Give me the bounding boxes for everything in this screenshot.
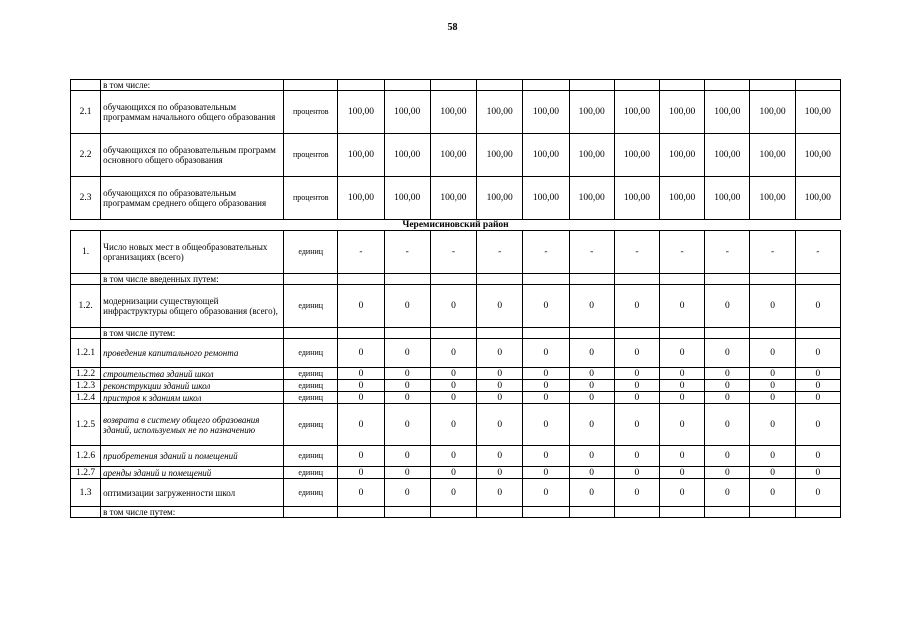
value-cell: 100,00 [614,91,659,134]
value-cell: 100,00 [705,177,750,220]
value-cell: 0 [660,446,705,467]
value-cell: 0 [660,392,705,404]
value-cell: 0 [523,285,569,328]
value-cell: 0 [795,404,840,446]
value-cell: - [430,231,476,274]
row-number-cell: 2.1 [71,91,101,134]
value-cell [795,80,840,91]
row-name-cell: возврата в систему общего образования зданий, используемых не по назначению [101,404,284,446]
value-cell: 0 [750,404,795,446]
value-cell: 0 [523,404,569,446]
table-row [71,285,841,328]
value-cell: 0 [614,368,659,380]
value-cell: 0 [569,339,614,368]
value-cell: 100,00 [430,177,476,220]
row-name-cell: приобретения зданий и помещений [101,446,284,467]
value-cell: 0 [430,467,476,479]
table-row [71,328,841,339]
value-cell: 100,00 [569,91,614,134]
row-name-cell: модернизации существующей инфраструктуры общего образования (всего), [101,285,284,328]
value-cell: 0 [430,285,476,328]
indicators-table [70,79,841,518]
value-cell: 0 [660,380,705,392]
table-block-1 [71,80,841,220]
value-cell: 0 [384,380,430,392]
value-cell [705,274,750,285]
value-cell: 0 [384,479,430,507]
row-number-cell [71,80,101,91]
value-cell: 100,00 [384,91,430,134]
value-cell: 0 [795,380,840,392]
value-cell: 0 [338,285,384,328]
value-cell [750,274,795,285]
value-cell: 0 [795,368,840,380]
value-cell: 0 [660,285,705,328]
value-cell: 0 [338,339,384,368]
value-cell: 0 [569,446,614,467]
value-cell: 0 [338,380,384,392]
value-cell [430,80,476,91]
value-cell: 0 [477,392,523,404]
unit-cell: единиц [284,339,338,368]
unit-cell [284,328,338,339]
value-cell: 100,00 [705,91,750,134]
row-name-cell: обучающихся по образовательным программ основного общего образования [101,134,284,177]
value-cell: 0 [338,404,384,446]
row-number-cell: 1.2.2 [71,368,101,380]
value-cell: 100,00 [384,177,430,220]
value-cell: 0 [705,339,750,368]
row-number-cell: 2.3 [71,177,101,220]
value-cell: 0 [384,446,430,467]
value-cell: 100,00 [523,134,569,177]
table-row [71,446,841,467]
value-cell: 100,00 [338,134,384,177]
value-cell: 0 [523,380,569,392]
row-name-cell: строительства зданий школ [101,368,284,380]
value-cell: 0 [430,479,476,507]
value-cell: 0 [660,479,705,507]
value-cell: 0 [477,404,523,446]
value-cell [569,507,614,518]
row-name-cell: в том числе: [101,80,284,91]
value-cell [477,80,523,91]
row-number-cell: 1.2.6 [71,446,101,467]
value-cell: 100,00 [569,177,614,220]
value-cell [523,274,569,285]
row-name-cell: обучающихся по образовательным программам среднего общего образования [101,177,284,220]
value-cell: 0 [430,446,476,467]
table-row [71,134,841,177]
value-cell: 0 [614,404,659,446]
value-cell: 0 [430,368,476,380]
value-cell: 0 [614,285,659,328]
section-title: Черемисиновский район [71,220,841,231]
value-cell: 100,00 [430,91,476,134]
value-cell [614,328,659,339]
value-cell: 0 [477,467,523,479]
row-number-cell: 1.2.7 [71,467,101,479]
value-cell: 100,00 [384,134,430,177]
value-cell [660,80,705,91]
value-cell [795,328,840,339]
value-cell: 0 [569,380,614,392]
value-cell: 0 [523,446,569,467]
value-cell [523,328,569,339]
value-cell: 0 [569,467,614,479]
table-row [71,274,841,285]
value-cell [795,507,840,518]
value-cell: 0 [750,339,795,368]
value-cell: 100,00 [750,177,795,220]
value-cell: 0 [795,285,840,328]
value-cell: 0 [705,479,750,507]
value-cell [569,80,614,91]
row-number-cell [71,507,101,518]
value-cell [569,328,614,339]
value-cell: 0 [705,285,750,328]
value-cell [430,328,476,339]
value-cell: 0 [705,392,750,404]
value-cell: 0 [569,479,614,507]
value-cell [338,274,384,285]
unit-cell [284,507,338,518]
value-cell: 100,00 [338,177,384,220]
unit-cell [284,274,338,285]
value-cell: 0 [660,467,705,479]
table-row [71,404,841,446]
value-cell: 0 [750,285,795,328]
value-cell: 0 [750,446,795,467]
unit-cell: единиц [284,467,338,479]
value-cell [614,507,659,518]
row-number-cell: 1.2.1 [71,339,101,368]
value-cell [384,274,430,285]
value-cell [430,507,476,518]
unit-cell: единиц [284,380,338,392]
row-number-cell: 1.2.4 [71,392,101,404]
value-cell: 0 [430,380,476,392]
value-cell: 0 [384,392,430,404]
value-cell: 0 [795,467,840,479]
value-cell: 0 [338,446,384,467]
row-number-cell: 1.3 [71,479,101,507]
value-cell: 0 [477,285,523,328]
value-cell [338,328,384,339]
value-cell: 0 [477,368,523,380]
unit-cell: единиц [284,368,338,380]
table-row [71,177,841,220]
value-cell: 0 [430,404,476,446]
value-cell: 0 [750,392,795,404]
value-cell [660,507,705,518]
table-row [71,380,841,392]
value-cell [569,274,614,285]
value-cell: 100,00 [795,177,840,220]
table-row [71,392,841,404]
value-cell [477,274,523,285]
value-cell [705,507,750,518]
value-cell [705,328,750,339]
unit-cell [284,80,338,91]
value-cell: 100,00 [430,134,476,177]
value-cell: 0 [523,368,569,380]
table-block-2 [71,231,841,518]
table-row [71,368,841,380]
value-cell: 0 [660,368,705,380]
value-cell: 0 [523,392,569,404]
value-cell: 0 [750,479,795,507]
value-cell: 0 [338,467,384,479]
value-cell: 0 [705,368,750,380]
unit-cell: единиц [284,404,338,446]
value-cell [523,80,569,91]
value-cell: 0 [660,339,705,368]
value-cell: 0 [614,392,659,404]
value-cell: 0 [523,479,569,507]
value-cell: 0 [477,479,523,507]
value-cell: 0 [523,339,569,368]
value-cell: 0 [750,368,795,380]
value-cell: 0 [384,404,430,446]
value-cell [750,80,795,91]
unit-cell: единиц [284,446,338,467]
unit-cell: единиц [284,231,338,274]
value-cell: 100,00 [795,91,840,134]
value-cell: 0 [338,479,384,507]
value-cell: 100,00 [523,177,569,220]
value-cell: 0 [614,446,659,467]
row-number-cell: 1.2.3 [71,380,101,392]
value-cell: 100,00 [614,134,659,177]
value-cell: 100,00 [705,134,750,177]
table-row [71,467,841,479]
unit-cell: процентов [284,91,338,134]
value-cell [705,80,750,91]
value-cell: 0 [338,392,384,404]
value-cell [614,80,659,91]
row-number-cell [71,328,101,339]
value-cell [477,328,523,339]
value-cell: - [569,231,614,274]
value-cell: 0 [795,392,840,404]
value-cell: 100,00 [614,177,659,220]
row-number-cell: 1.2. [71,285,101,328]
value-cell [750,328,795,339]
value-cell: 100,00 [477,177,523,220]
value-cell [338,80,384,91]
value-cell [384,80,430,91]
value-cell: - [795,231,840,274]
value-cell: 0 [569,392,614,404]
row-name-cell: обучающихся по образовательным программам начального общего образования [101,91,284,134]
row-name-cell: в том числе путем: [101,328,284,339]
row-name-cell: Число новых мест в общеобразовательных организациях (всего) [101,231,284,274]
value-cell: 0 [660,404,705,446]
unit-cell: единиц [284,392,338,404]
value-cell: 0 [338,368,384,380]
value-cell: - [523,231,569,274]
value-cell: - [750,231,795,274]
row-name-cell: в том числе путем: [101,507,284,518]
value-cell: 100,00 [477,134,523,177]
table-row [71,339,841,368]
table-row [71,479,841,507]
value-cell: 100,00 [795,134,840,177]
value-cell: 100,00 [569,134,614,177]
value-cell: 0 [384,285,430,328]
value-cell: - [338,231,384,274]
value-cell: - [660,231,705,274]
value-cell [477,507,523,518]
value-cell [384,507,430,518]
page-number: 58 [447,22,458,33]
value-cell: 0 [614,380,659,392]
row-name-cell: аренды зданий и помещений [101,467,284,479]
row-number-cell [71,274,101,285]
value-cell: 0 [384,339,430,368]
value-cell: 0 [430,392,476,404]
value-cell: 0 [750,380,795,392]
value-cell: 0 [795,339,840,368]
value-cell [750,507,795,518]
value-cell: 100,00 [660,134,705,177]
value-cell: 0 [705,380,750,392]
value-cell: 0 [523,467,569,479]
row-name-cell: реконструкции зданий школ [101,380,284,392]
section-header-row [71,220,841,231]
table-row [71,231,841,274]
table-row [71,80,841,91]
unit-cell: единиц [284,479,338,507]
row-name-cell: оптимизации загруженности школ [101,479,284,507]
value-cell: 0 [477,446,523,467]
unit-cell: процентов [284,177,338,220]
value-cell: - [384,231,430,274]
row-name-cell: пристроя к зданиям школ [101,392,284,404]
value-cell: 0 [795,479,840,507]
table-row [71,507,841,518]
value-cell [384,328,430,339]
value-cell: 0 [569,404,614,446]
value-cell: - [477,231,523,274]
value-cell: 0 [705,446,750,467]
value-cell: 100,00 [660,177,705,220]
value-cell: 0 [384,467,430,479]
value-cell: 0 [384,368,430,380]
value-cell: 100,00 [750,134,795,177]
value-cell [523,507,569,518]
table-row [71,91,841,134]
value-cell [660,274,705,285]
value-cell: 0 [569,368,614,380]
unit-cell: процентов [284,134,338,177]
row-name-cell: проведения капитального ремонта [101,339,284,368]
value-cell: 0 [477,339,523,368]
value-cell: 0 [795,446,840,467]
value-cell: - [705,231,750,274]
value-cell: 100,00 [660,91,705,134]
value-cell: 0 [569,285,614,328]
value-cell: 0 [705,467,750,479]
value-cell: 0 [614,339,659,368]
value-cell: 0 [430,339,476,368]
value-cell: 0 [705,404,750,446]
value-cell: 100,00 [523,91,569,134]
row-name-cell: в том числе введенных путем: [101,274,284,285]
value-cell: 0 [614,479,659,507]
value-cell: 100,00 [338,91,384,134]
row-number-cell: 2.2 [71,134,101,177]
value-cell [614,274,659,285]
row-number-cell: 1.2.5 [71,404,101,446]
unit-cell: единиц [284,285,338,328]
value-cell: 0 [614,467,659,479]
value-cell: 0 [750,467,795,479]
row-number-cell: 1. [71,231,101,274]
value-cell: 100,00 [477,91,523,134]
value-cell [430,274,476,285]
value-cell [338,507,384,518]
value-cell: 100,00 [750,91,795,134]
value-cell: 0 [477,380,523,392]
value-cell [660,328,705,339]
value-cell [795,274,840,285]
value-cell: - [614,231,659,274]
